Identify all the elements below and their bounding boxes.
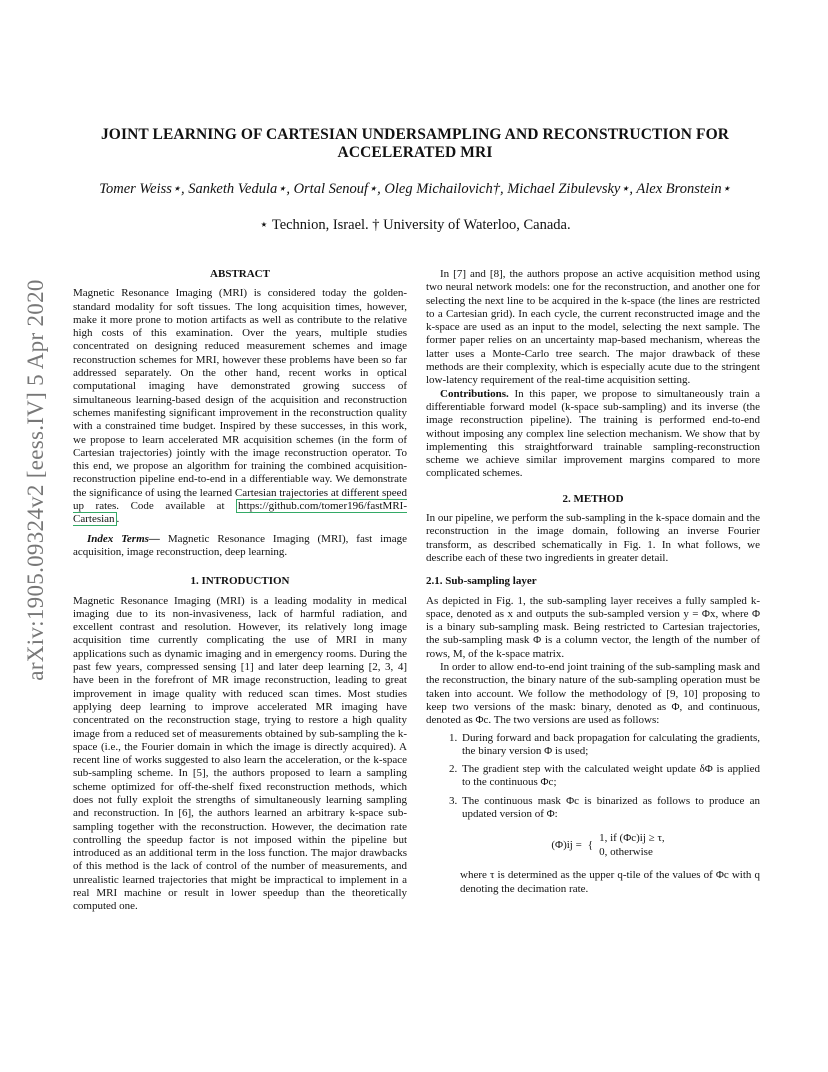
index-terms-label: Index Terms— bbox=[87, 532, 160, 545]
left-column bbox=[73, 268, 407, 914]
list-item: 1. During forward and back propagation for calculating the gradients, the binary version Φ is used; bbox=[460, 732, 760, 759]
contributions-text: In this paper, we propose to simultaneously train a differentiable forward model (k-space sub-sampling) and its inverse (the image reconstruction pipeline). The training is performed end-to-end without imposing any complex line selection mechanism. We show that by implementing this straightforward trainable sampling-reconstruction scheme we achieve similar improvement margins compared to more complicated schemes. bbox=[426, 387, 760, 480]
right-column bbox=[426, 268, 760, 896]
subsampling-heading: 2.1. Sub-sampling layer bbox=[426, 575, 537, 588]
intro-paragraph: Magnetic Resonance Imaging (MRI) is a leading modality in medical imaging due to its non-invasiveness, lack of harmful radiation, and excellent contrast and resolution. However, its relatively long image acquisition time currently complicating the use of MRI in many applications such as dynamic imaging and in emergency rooms. During the past few years, compressed sensing [1] and later deep learning [2, 3, 4] have been in the forefront of MR image reconstruction, leading to great improvement in image quality with reduced scan times. Most studies applying deep learning to improve accelerated MR imaging have concentrated on the reconstruction stage, trying to restore a high quality image from a reduced set of measurements obtained by sub-sampling the k-space (i.e., the Fourier domain in which the image is directly acquired). A recent line of works suggested to also learn the acceleration, or the k-space sub-sampling scheme. In [5], the authors proposed to learn a sampling scheme optimized for off-the-shelf fixed reconstruction methods, which does not fully exploit the strengths of simultaneously learning sampling and reconstruction. In [6], the authors learned an arbitrary k-space sub-sampling together with the reconstruction. However, the decimation rate controlling the speedup factor is not imposed within the pipeline but introduced as an additional term in the loss function. The major drawbacks of this method is the lack of control of the number of measurements, and unrealistic learned trajectories that might be impractical to implement in a real MRI machine or result in lower speedup than the theoretically computed one. bbox=[73, 594, 407, 913]
method-heading: 2. METHOD bbox=[562, 492, 624, 505]
abstract-heading: ABSTRACT bbox=[210, 268, 270, 280]
subsampling-paragraph-1: As depicted in Fig. 1, the sub-sampling layer receives a fully sampled k-space, denoted as x and outputs the sub-sampled version y = Φx, where Φ is a binary sub-sampling mask. Being restricted to Cartesian trajectories, the sub-sampling mask Φ is a column vector, the length of the number of rows, M, of the k-space matrix. bbox=[426, 594, 760, 660]
abstract-text: Magnetic Resonance Imaging (MRI) is considered today the golden-standard modality for soft tissues. The long acquisition times, however, make it more prone to motion artifacts as well as contribute to the relative high costs of this examination. Over the years, multiple studies concentrated on designing reduced measurement schemes and image reconstruction schemes for MRI, however these problems have been so far addressed separately. On the other hand, recent works in optical computational imaging have demonstrated growing success of simultaneous learning-based design of the acquisition and reconstruction schemes manifesting significant improvement in the reconstruction quality with a constrained time budget. Inspired by these successes, in this work, we propose to learn accelerated MR acquisition schemes (in the form of Cartesian trajectories) jointly with the image reconstruction operator. To this end, we propose an algorithm for training the combined acquisition-reconstruction pipeline end-to-end in a differentiable way. We demonstrate the significance of using the learned Cartesian trajectories at different speed up rates. Code available at bbox=[73, 287, 407, 513]
contributions-paragraph bbox=[426, 388, 760, 481]
paper-title bbox=[70, 126, 760, 162]
equation-lhs: (Φ)ij = bbox=[551, 838, 582, 851]
equation-case-2: 0, otherwise bbox=[599, 846, 653, 859]
mask-steps-list bbox=[426, 732, 760, 822]
intro-heading: 1. INTRODUCTION bbox=[190, 575, 290, 588]
method-paragraph: In our pipeline, we perform the sub-sampling in the k-space domain and the reconstruction in the image domain, following an inverse Fourier transform, as described schematically in Fig. 1. In what follows, we describe each of these two ingredients in greater detail. bbox=[426, 512, 760, 564]
binarization-equation bbox=[456, 831, 760, 859]
affiliation: ⋆ Technion, Israel. † University of Waterloo, Canada. bbox=[259, 217, 571, 233]
arxiv-id: arXiv:1905.09324v2 [eess.IV] 5 Apr 2020 bbox=[23, 279, 48, 681]
title-line-2: ACCELERATED MRI bbox=[337, 144, 493, 161]
subsampling-paragraph-2: In order to allow end-to-end joint training of the sub-sampling mask and the reconstruction, the binary nature of the sub-sampling operation must be taken into account. We follow the methodology of [9, 10] proposing to keep two versions of the mask: binary, denoted as Φ, and continuous, denoted as Φc. The two versions are used as follows: bbox=[426, 661, 760, 727]
list-item: 2. The gradient step with the calculated weight update δΦ is applied to the continuous Φc; bbox=[460, 763, 760, 790]
contributions-label: Contributions. bbox=[440, 387, 509, 400]
title-line-1: JOINT LEARNING OF CARTESIAN UNDERSAMPLING AND RECONSTRUCTION FOR bbox=[100, 126, 730, 143]
brace-symbol: { bbox=[587, 839, 594, 852]
equation-note: where τ is determined as the upper q-tile of the values of Φc with q denoting the decimation rate. bbox=[460, 869, 760, 895]
arxiv-sidebar bbox=[16, 279, 56, 681]
authors: Tomer Weiss⋆, Sanketh Vedula⋆, Ortal Senouf⋆, Oleg Michailovich†, Michael Zibulevsky⋆, Alex Bronstein⋆ bbox=[99, 181, 731, 197]
index-terms bbox=[73, 533, 407, 560]
code-link[interactable]: https://github.com/tomer196/fastMRI-Cartesian bbox=[73, 500, 407, 526]
list-item: 3. The continuous mask Φc is binarized as follows to produce an updated version of Φ: bbox=[460, 795, 760, 822]
equation-case-1: 1, if (Φc)ij ≥ τ, bbox=[599, 832, 665, 845]
related-work-paragraph: In [7] and [8], the authors propose an active acquisition method using two neural network models: one for the reconstruction, and another one for selecting the next line to be acquired in the k-space (the lines are restricted to a Cartesian grid). In each cycle, the current reconstructed image and the k-space are used as an input to the model, selecting the next sample. The former paper relies on an uncertainty map-based mechanism, whereas the latter uses a Monte-Carlo tree search. The major drawback of these methods are their complexity, which is especially acute due to the stringent low-latency requirement of the real-time acquisition setting. bbox=[426, 268, 760, 387]
index-terms-text: Magnetic Resonance Imaging (MRI), fast image acquisition, image reconstruction, deep learning. bbox=[73, 532, 408, 558]
abstract-body: Magnetic Resonance Imaging (MRI) is considered today the golden-standard modality for soft tissues. The long acquisition times, however, make it more prone to motion artifacts as well as contribute to the relative high costs of this examination. Over the years, multiple studies concentrated on designing reduced measurement schemes and image reconstruction schemes for MRI, however these problems have been so far addressed separately. On the other hand, recent works in optical computational imaging have demonstrated growing success of simultaneous learning-based design of the acquisition and reconstruction schemes manifesting significant improvement in the reconstruction quality with a constrained time budget. Inspired by these successes, in this work, we propose to learn accelerated MR acquisition schemes (in the form of Cartesian trajectories) jointly with the image reconstruction operator. To this end, we propose an algorithm for training the combined acquisition-reconstruction pipeline end-to-end in a differentiable way. We demonstrate the significance of using the learned Cartesian trajectories at different speed up rates. Code available at https://github.com/tomer196/fastMRI-Cartesian . bbox=[73, 287, 407, 526]
